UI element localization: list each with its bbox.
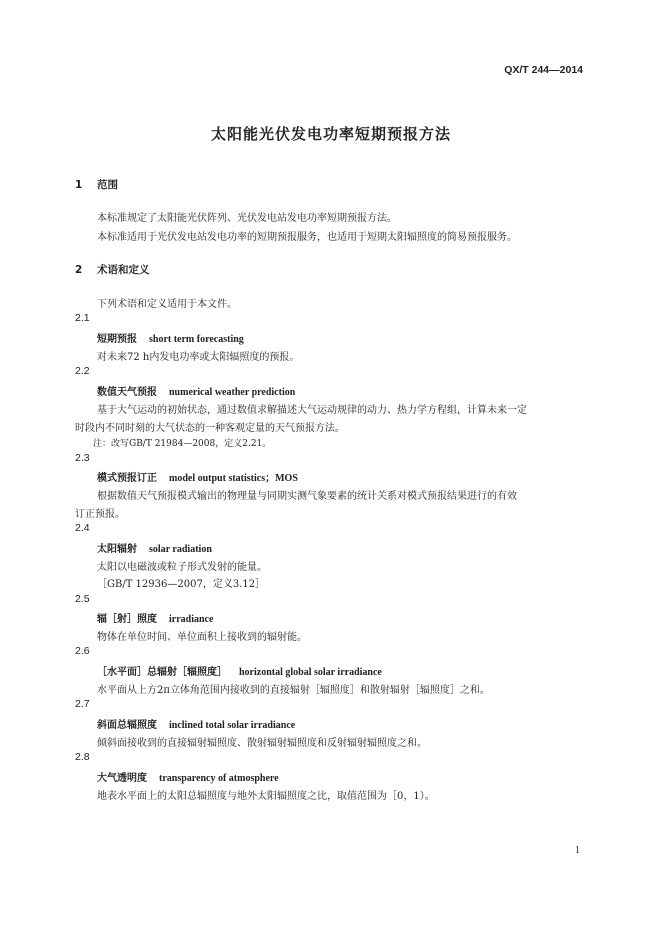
term-heading <box>97 469 298 484</box>
term-heading <box>97 540 212 555</box>
term-note: 注：改写GB/T 21984—2008，定义2.21。 <box>93 439 272 449</box>
clause-number: 2.5 <box>75 593 90 605</box>
term-source: ［GB/T 12936—2007，定义3.12］ <box>97 579 266 590</box>
term-definition-cont: 时段内不同时刻的大气状态的一种客观定量的天气预报方法。 <box>75 423 345 434</box>
clause-number: 2.7 <box>75 698 90 710</box>
term-definition: 基于大气运动的初始状态，通过数值求解描述大气运动规律的动力、热力学方程组，计算未来一定 <box>97 405 527 416</box>
section-number: 2 <box>75 264 83 276</box>
clause-number: 2.1 <box>75 312 90 324</box>
terms-intro: 下列术语和定义适用于本文件。 <box>97 299 237 310</box>
term-en: inclined total solar irradiance <box>169 720 296 731</box>
term-en: transparency of atmosphere <box>159 773 279 784</box>
term-definition: 太阳以电磁波或粒子形式发射的能量。 <box>97 562 267 573</box>
term-definition: 倾斜面接收到的直接辐射辐照度、散射辐射辐照度和反射辐射辐照度之和。 <box>97 738 427 749</box>
section-heading-terms <box>75 262 150 277</box>
term-definition: 物体在单位时间、单位面积上接收到的辐射能。 <box>97 632 307 643</box>
term-en: irradiance <box>169 614 214 625</box>
section-title: 范围 <box>97 179 118 191</box>
term-zh: 斜面总辐照度 <box>97 720 157 731</box>
term-zh: 模式预报订正 <box>97 473 157 484</box>
page-number: 1 <box>575 845 580 856</box>
term-en: solar radiation <box>149 544 212 555</box>
term-zh: 短期预报 <box>97 334 137 345</box>
standard-code: QX/T 244—2014 <box>504 64 583 76</box>
section-title: 术语和定义 <box>97 264 150 276</box>
term-definition: 地表水平面上的太阳总辐照度与地外太阳辐照度之比，取值范围为［0，1）。 <box>97 791 435 802</box>
term-heading <box>97 610 213 625</box>
term-zh: ［水平面］总辐射［辐照度］ <box>97 667 227 678</box>
term-en: model output statistics；MOS <box>169 473 298 484</box>
term-heading <box>97 383 295 398</box>
term-heading <box>97 663 382 678</box>
term-zh: 数值天气预报 <box>97 387 157 398</box>
clause-number: 2.8 <box>75 751 90 763</box>
clause-number: 2.2 <box>75 365 90 377</box>
clause-number: 2.4 <box>75 522 90 534</box>
term-en: numerical weather prediction <box>169 387 296 398</box>
term-zh: 辐［射］照度 <box>97 614 157 625</box>
term-definition-cont: 订正预报。 <box>75 509 125 520</box>
document-title: 太阳能光伏发电功率短期预报方法 <box>210 125 451 143</box>
term-zh: 太阳辐射 <box>97 544 137 555</box>
term-definition: 水平面从上方2π立体角范围内接收到的直接辐射［辐照度］和散射辐射［辐照度］之和。 <box>97 685 490 696</box>
term-en: short term forecasting <box>149 334 244 345</box>
section-heading-scope <box>75 177 118 192</box>
term-heading <box>97 769 279 784</box>
clause-number: 2.6 <box>75 645 90 657</box>
term-heading <box>97 330 244 345</box>
scope-paragraph-2: 本标准适用于光伏发电站发电功率的短期预报服务，也适用于短期太阳辐照度的简易预报服务。 <box>97 232 517 243</box>
term-zh: 大气透明度 <box>97 773 147 784</box>
scope-paragraph-1: 本标准规定了太阳能光伏阵列、光伏发电站发电功率短期预报方法。 <box>97 213 397 224</box>
term-definition: 对未来72 h内发电功率或太阳辐照度的预报。 <box>97 352 300 363</box>
term-definition: 根据数值天气预报模式输出的物理量与同期实测气象要素的统计关系对模式预报结果进行的有效 <box>97 491 517 502</box>
clause-number: 2.3 <box>75 452 90 464</box>
section-number: 1 <box>75 179 83 191</box>
term-heading <box>97 716 295 731</box>
term-en: horizontal global solar irradiance <box>239 667 382 678</box>
